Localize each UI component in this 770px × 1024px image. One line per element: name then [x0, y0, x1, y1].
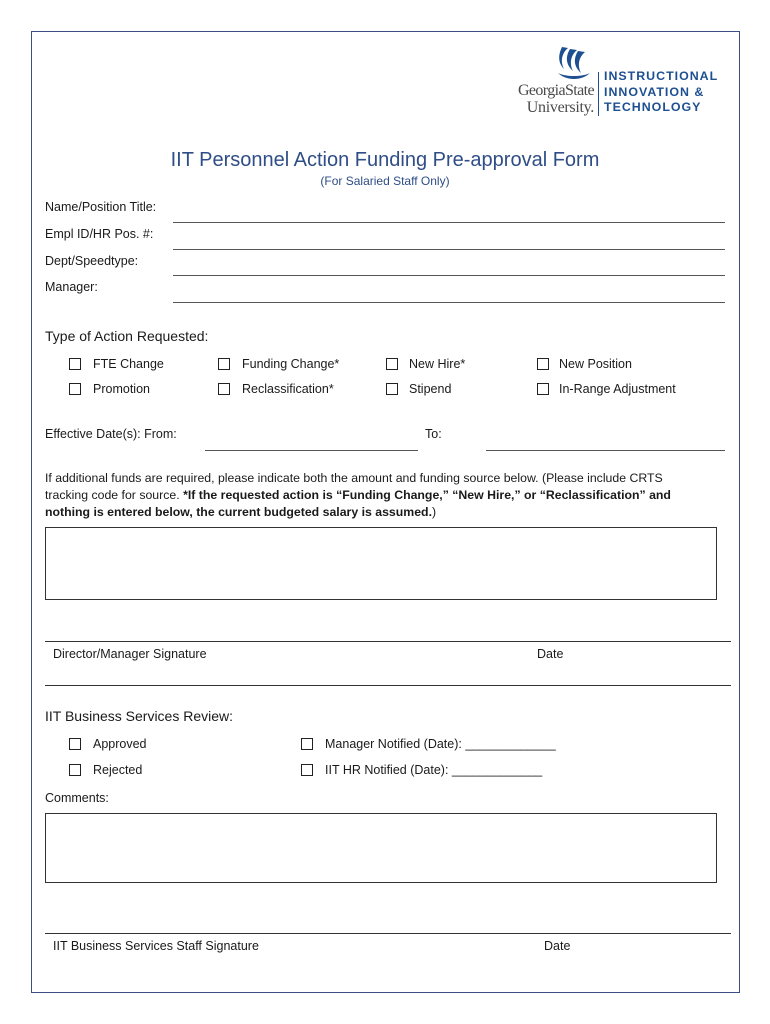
promotion-checkbox[interactable] — [69, 383, 81, 395]
new-hire-checkbox[interactable] — [386, 358, 398, 370]
funding-line2-bold: *If the requested action is “Funding Change,” “New Hire,” or “Reclassification” and — [183, 488, 671, 502]
new-position-label: New Position — [559, 357, 632, 371]
new-hire-label: New Hire* — [409, 357, 466, 371]
dept-line1: INSTRUCTIONAL — [604, 69, 719, 83]
effective-to-field[interactable] — [486, 450, 725, 451]
manager-label: Manager: — [45, 280, 98, 294]
in-range-adjustment-checkbox[interactable] — [537, 383, 549, 395]
manager-notified-label: Manager Notified (Date): _____________ — [325, 737, 556, 751]
funding-line2-normal: tracking code for source. — [45, 488, 184, 502]
section-divider — [45, 685, 731, 686]
effective-date-label: Effective Date(s): From: — [45, 427, 177, 441]
university-wordmark — [498, 82, 594, 116]
effective-from-field[interactable] — [205, 450, 418, 451]
manager-field[interactable] — [173, 302, 725, 303]
action-type-heading: Type of Action Requested: — [45, 328, 209, 344]
manager-notified-checkbox[interactable] — [301, 738, 313, 750]
stipend-checkbox[interactable] — [386, 383, 398, 395]
fte-change-label: FTE Change — [93, 357, 164, 371]
empl-id-label: Empl ID/HR Pos. #: — [45, 227, 154, 241]
dept-line2: INNOVATION & — [604, 84, 705, 99]
rejected-label: Rejected — [93, 763, 143, 777]
rejected-checkbox[interactable] — [69, 764, 81, 776]
dept-speedtype-field[interactable] — [173, 275, 725, 276]
director-signature-line[interactable] — [45, 641, 731, 642]
dept-speedtype-label: Dept/Speedtype: — [45, 254, 139, 268]
approved-label: Approved — [93, 737, 147, 751]
stipend-label: Stipend — [409, 382, 452, 396]
empl-id-field[interactable] — [173, 249, 725, 250]
logo-divider — [598, 72, 599, 116]
funding-instructions-line2 — [45, 487, 725, 504]
department-wordmark — [604, 69, 718, 116]
staff-signature-line[interactable] — [45, 933, 731, 934]
staff-signature-label: IIT Business Services Staff Signature — [53, 939, 259, 953]
funding-instructions — [45, 470, 725, 521]
effective-to-label: To: — [425, 427, 442, 441]
funding-change-checkbox[interactable] — [218, 358, 230, 370]
form-title: IIT Personnel Action Funding Pre-approval Form — [170, 149, 600, 171]
comments-label: Comments: — [45, 791, 109, 805]
funding-line3-end: ) — [431, 505, 437, 519]
promotion-label: Promotion — [93, 382, 150, 396]
funding-details-textbox[interactable] — [45, 527, 717, 600]
form-subtitle: (For Salaried Staff Only) — [320, 174, 450, 188]
director-date-label: Date — [537, 647, 564, 661]
in-range-adjustment-label: In-Range Adjustment — [559, 382, 676, 396]
name-position-field[interactable] — [173, 222, 725, 223]
funding-instructions-line1: If additional funds are required, please indicate both the amount and funding source below. (Please include CRTS — [45, 471, 663, 485]
new-position-checkbox[interactable] — [537, 358, 549, 370]
university-line1: GeorgiaState — [517, 82, 594, 99]
gsu-flame-logo-icon — [556, 45, 592, 83]
reclassification-checkbox[interactable] — [218, 383, 230, 395]
comments-textbox[interactable] — [45, 813, 717, 883]
fte-change-checkbox[interactable] — [69, 358, 81, 370]
dept-line3: TECHNOLOGY — [604, 100, 702, 114]
funding-change-label: Funding Change* — [242, 357, 340, 371]
review-heading: IIT Business Services Review: — [45, 708, 234, 724]
staff-date-label: Date — [544, 939, 571, 953]
funding-line3-bold: nothing is entered below, the current budgeted salary is assumed. — [45, 505, 432, 519]
hr-notified-checkbox[interactable] — [301, 764, 313, 776]
director-signature-label: Director/Manager Signature — [53, 647, 207, 661]
hr-notified-label: IIT HR Notified (Date): _____________ — [325, 763, 543, 777]
approved-checkbox[interactable] — [69, 738, 81, 750]
reclassification-label: Reclassification* — [242, 382, 334, 396]
name-position-label: Name/Position Title: — [45, 200, 157, 214]
funding-instructions-line3 — [45, 504, 725, 521]
university-line2: University. — [526, 99, 594, 116]
